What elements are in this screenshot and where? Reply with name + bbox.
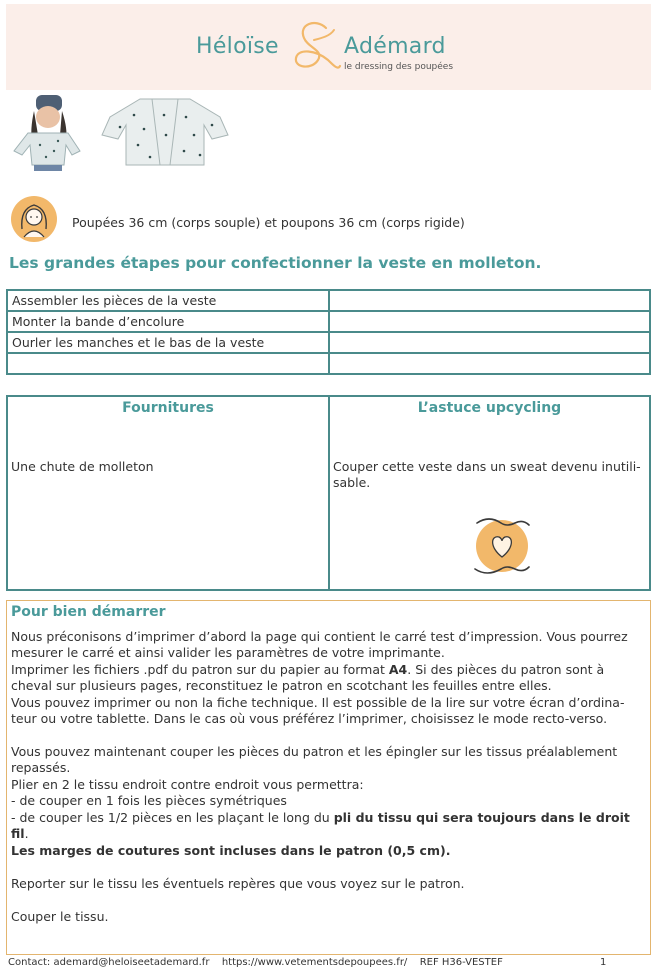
text-line: cheval sur plusieurs pages, reconstituez le patron en scotchant les feuilles entre elles. xyxy=(11,678,552,694)
text-line: . xyxy=(24,826,29,842)
brand-name-left: Héloïse xyxy=(196,34,279,59)
empty-cell xyxy=(329,353,650,374)
grain-note: pli du tissu qui sera toujours dans le droit fil xyxy=(11,809,630,842)
empty-cell xyxy=(329,332,650,353)
cut-paragraph: Couper le tissu. xyxy=(11,909,109,924)
tip-text-line-2: sable. xyxy=(333,475,371,490)
text-line: Plier en 2 le tissu endroit contre endroit vous permettra: xyxy=(11,776,364,792)
text-line: repassés. xyxy=(11,760,71,776)
paper-format: A4 xyxy=(388,661,408,677)
jacket-photo xyxy=(100,95,230,171)
getting-started-title: Pour bien démarrer xyxy=(11,604,166,620)
info-boxes xyxy=(6,395,651,591)
tip-text xyxy=(333,459,643,491)
doll-sizes: Poupées 36 cm (corps souple) et poupons 36 cm (corps rigide) xyxy=(72,215,465,230)
brand-name-right: Adémard xyxy=(344,34,446,59)
supplies-box xyxy=(6,395,330,591)
step-cell: Assembler les pièces de la veste xyxy=(7,290,329,311)
supplies-text: Une chute de molleton xyxy=(11,459,154,474)
table-row xyxy=(7,290,650,311)
tip-text-line-1: Couper cette veste dans un sweat devenu inutili- xyxy=(333,459,641,474)
footer-contact: Contact: ademard@heloiseetademard.fr xyxy=(8,957,210,968)
text-line: . Si des pièces du patron sont à xyxy=(407,661,605,677)
supplies-title: Fournitures xyxy=(122,400,214,416)
page-number: 1 xyxy=(600,957,607,968)
cutting-paragraph xyxy=(11,744,647,842)
seam-allowance-note xyxy=(11,843,647,859)
text-line: - de couper en 1 fois les pièces symétriques xyxy=(11,793,287,809)
empty-cell xyxy=(329,311,650,332)
doll-photo xyxy=(10,95,84,171)
text-line: mesurer le carré et ainsi valider les paramètres de votre imprimante. xyxy=(11,645,445,661)
tip-title: L’astuce upcycling xyxy=(417,400,562,416)
text-line: teur ou votre tablette. Dans le cas où vous préférez l’imprimer, choisissez le mode recto-verso. xyxy=(11,711,608,727)
empty-cell xyxy=(329,290,650,311)
brand-tagline: le dressing des poupées xyxy=(344,62,454,72)
printing-paragraph xyxy=(11,629,647,727)
step-cell xyxy=(7,353,329,374)
text-line: Imprimer les fichiers .pdf du patron sur du papier au format xyxy=(11,661,389,677)
table-row xyxy=(7,353,650,374)
header-banner xyxy=(6,4,651,90)
doll-icon xyxy=(10,195,58,243)
table-row xyxy=(7,332,650,353)
footer-ref: REF H36-VESTEF xyxy=(419,957,503,968)
steps-title: Les grandes étapes pour confectionner la veste en molleton. xyxy=(9,254,542,272)
text-line: Vous pouvez imprimer ou non la fiche technique. Il est possible de la lire sur votre écran d’ordina- xyxy=(11,694,625,710)
ampersand-logo-icon xyxy=(288,20,342,80)
footer-url[interactable]: https://www.vetementsdepoupees.fr/ xyxy=(221,957,408,968)
footer xyxy=(8,957,648,968)
seam-allowance-text: Les marges de coutures sont incluses dans le patron (0,5 cm). xyxy=(11,843,451,858)
text-line: Nous préconisons d’imprimer d’abord la page qui contient le carré test d’impression. Vous pourrez xyxy=(11,629,628,644)
hands-heart-icon xyxy=(471,513,533,579)
tip-box xyxy=(328,395,651,591)
steps-table xyxy=(6,289,651,375)
marks-paragraph: Reporter sur le tissu les éventuels repères que vous voyez sur le patron. xyxy=(11,876,465,891)
table-row xyxy=(7,311,650,332)
getting-started-box xyxy=(6,600,651,955)
step-cell: Ourler les manches et le bas de la veste xyxy=(7,332,329,353)
step-cell: Monter la bande d’encolure xyxy=(7,311,329,332)
text-line: - de couper les 1/2 pièces en les plaçant le long du xyxy=(11,809,334,825)
text-line: Vous pouvez maintenant couper les pièces du patron et les épingler sur les tissus préalablement xyxy=(11,744,618,759)
